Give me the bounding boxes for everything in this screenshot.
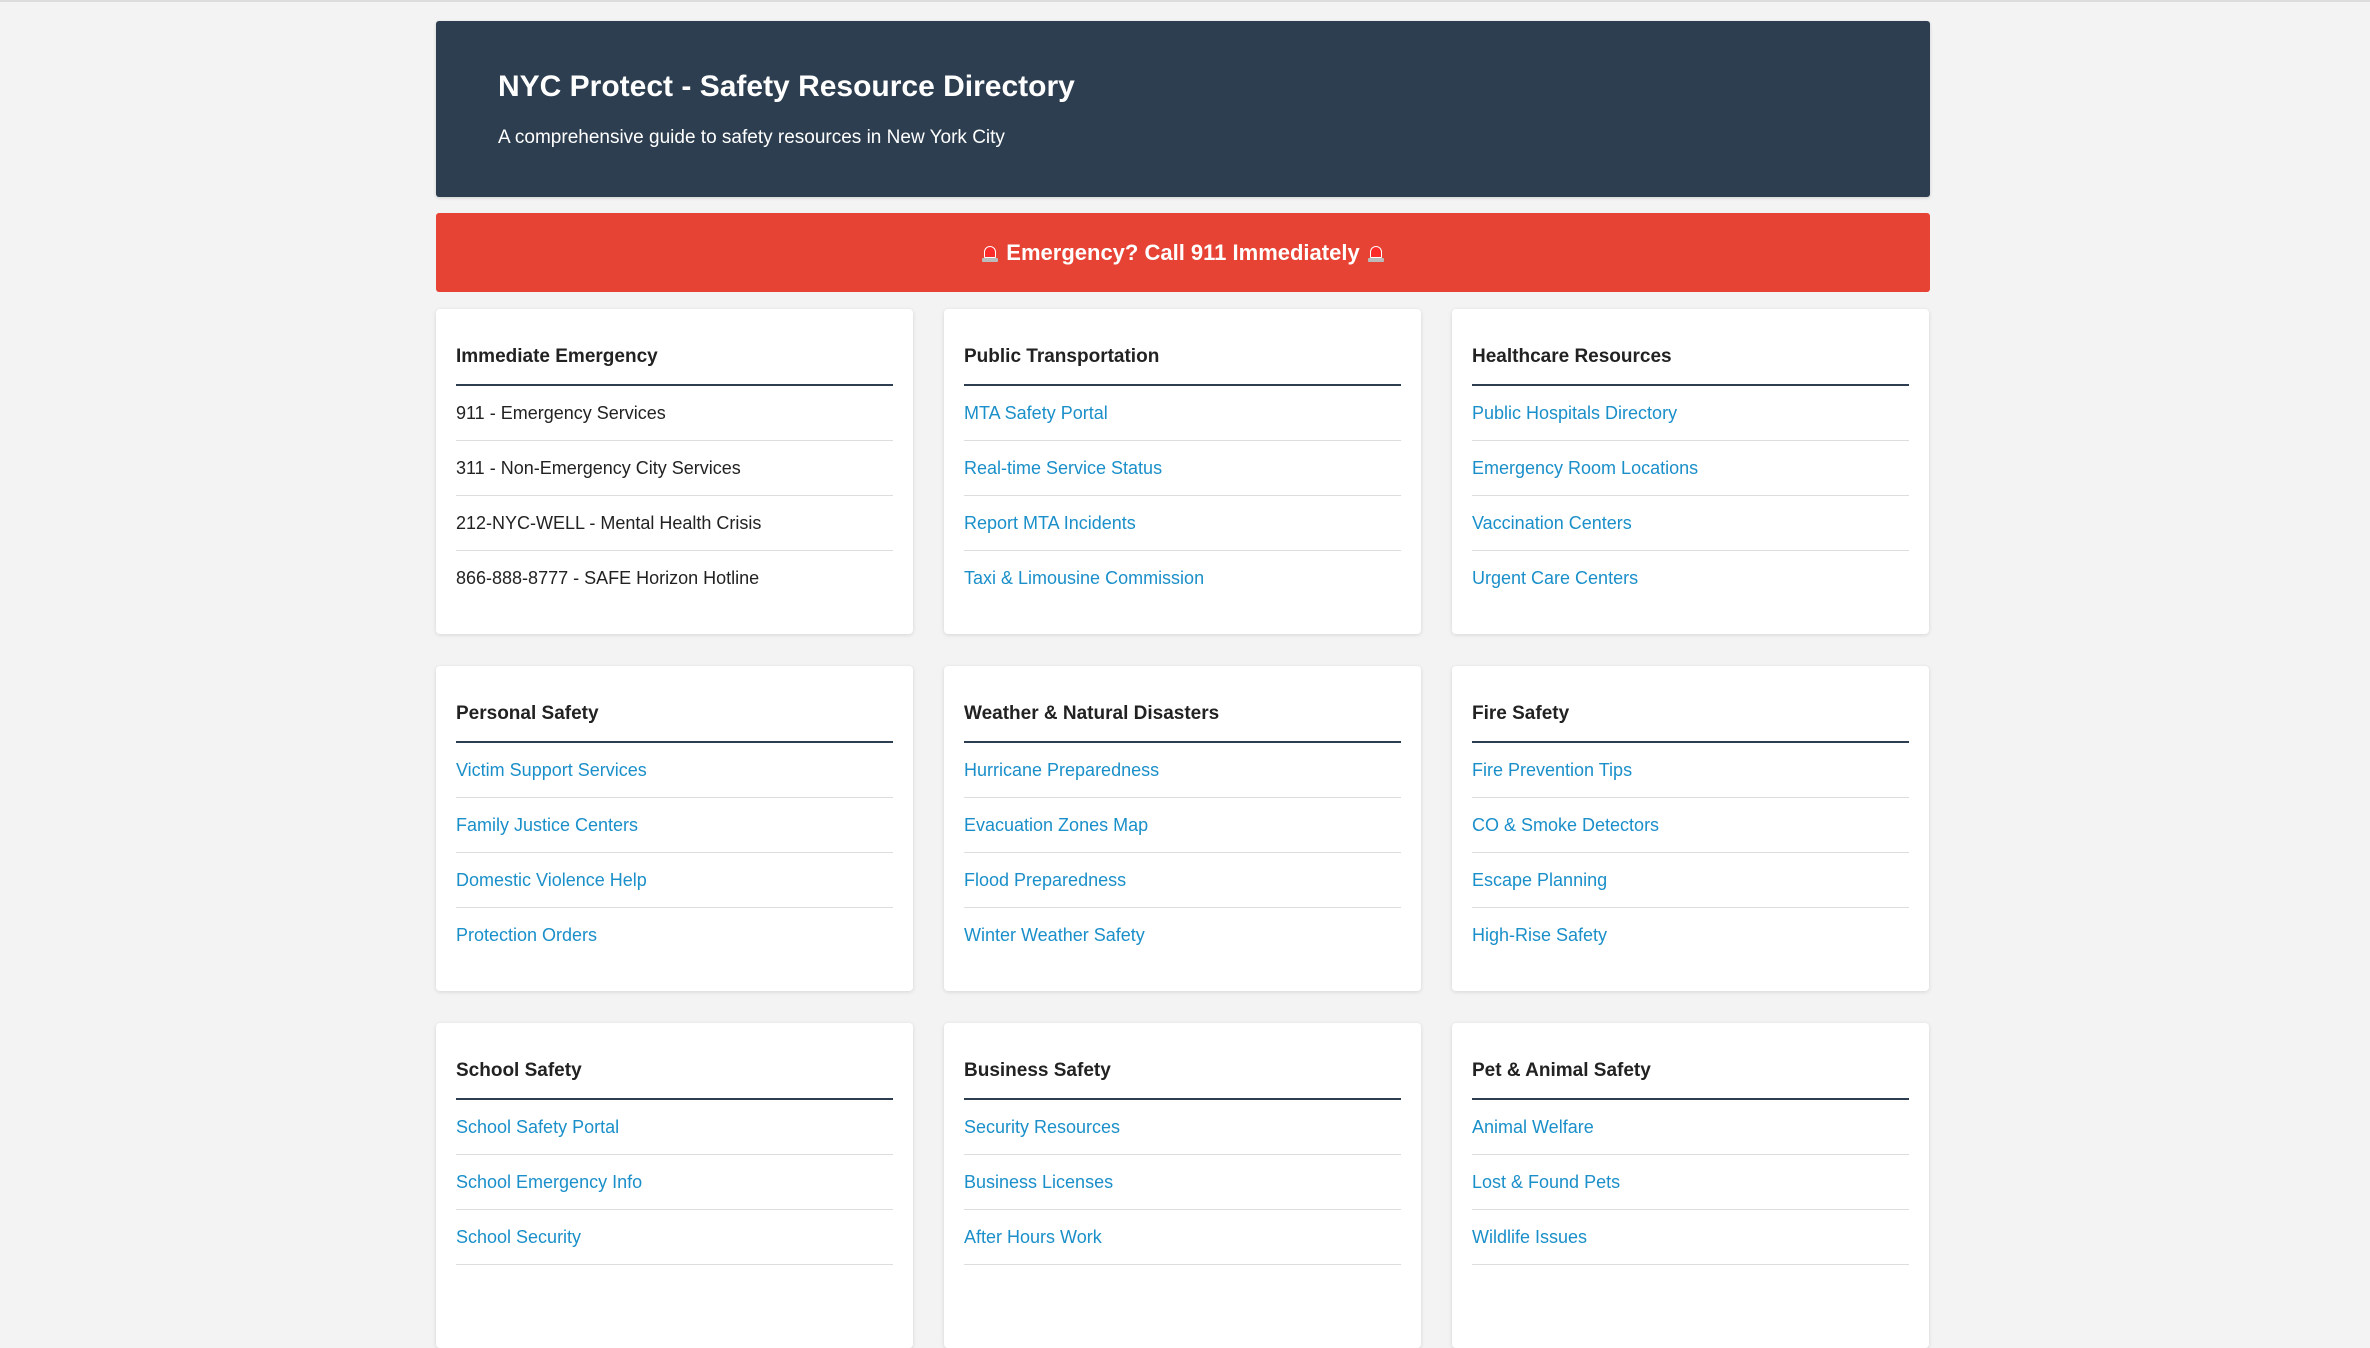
- resource-link[interactable]: Emergency Room Locations: [1472, 457, 1699, 478]
- resource-link[interactable]: Lost & Found Pets: [1472, 1171, 1621, 1192]
- list-item: [456, 551, 893, 606]
- resource-link[interactable]: Taxi & Limousine Commission: [964, 568, 1205, 588]
- list-item: [456, 441, 893, 496]
- card-business-safety: [944, 1023, 1421, 1348]
- resource-link[interactable]: Domestic Violence Help: [456, 869, 647, 890]
- hotline-text: 311 - Non-Emergency City Services: [456, 457, 741, 478]
- resource-grid: [436, 309, 1930, 1348]
- resource-link[interactable]: CO & Smoke Detectors: [1472, 814, 1660, 835]
- list-item: [1472, 908, 1909, 963]
- resource-link[interactable]: Flood Preparedness: [964, 869, 1127, 890]
- resource-list: [1472, 743, 1909, 963]
- card-title: Public Transportation: [964, 344, 1401, 386]
- list-item: [1472, 853, 1909, 908]
- list-item: [964, 743, 1401, 798]
- resource-link[interactable]: Family Justice Centers: [456, 814, 639, 835]
- card-public-transportation: [944, 309, 1421, 634]
- list-item: [964, 496, 1401, 551]
- list-item: [964, 441, 1401, 496]
- resource-list: [964, 743, 1401, 963]
- resource-list: [456, 743, 893, 963]
- card-title: Healthcare Resources: [1472, 344, 1909, 386]
- resource-link[interactable]: Business Licenses: [964, 1171, 1114, 1192]
- list-item: [964, 853, 1401, 908]
- siren-icon: [1368, 243, 1384, 263]
- list-item: [456, 496, 893, 551]
- resource-link[interactable]: Urgent Care Centers: [1472, 568, 1639, 588]
- hotline-text: 866-888-8777 - SAFE Horizon Hotline: [456, 568, 760, 588]
- resource-link[interactable]: Report MTA Incidents: [964, 512, 1136, 533]
- resource-link[interactable]: Protection Orders: [456, 925, 598, 945]
- resource-list: [964, 1100, 1401, 1265]
- resource-link[interactable]: Fire Prevention Tips: [1472, 759, 1633, 780]
- resource-list: [1472, 386, 1909, 606]
- list-item: [456, 853, 893, 908]
- list-item: [964, 908, 1401, 963]
- resource-link[interactable]: Victim Support Services: [456, 759, 647, 780]
- list-item: [456, 1210, 893, 1265]
- resource-link[interactable]: School Safety Portal: [456, 1116, 620, 1137]
- resource-link[interactable]: Wildlife Issues: [1472, 1226, 1588, 1247]
- resource-link[interactable]: Real-time Service Status: [964, 457, 1163, 478]
- page-subtitle: A comprehensive guide to safety resources in New York City: [498, 127, 1005, 148]
- list-item: [964, 1155, 1401, 1210]
- siren-icon: [982, 243, 998, 263]
- card-title: Pet & Animal Safety: [1472, 1058, 1909, 1100]
- resource-link[interactable]: Animal Welfare: [1472, 1116, 1594, 1137]
- card-title: Weather & Natural Disasters: [964, 701, 1401, 743]
- card-personal-safety: [436, 666, 913, 991]
- resource-list: [456, 386, 893, 606]
- resource-link[interactable]: After Hours Work: [964, 1226, 1102, 1247]
- resource-link[interactable]: Hurricane Preparedness: [964, 759, 1160, 780]
- resource-list: [1472, 1100, 1909, 1265]
- emergency-banner: [436, 213, 1930, 292]
- list-item: [1472, 798, 1909, 853]
- hotline-text: 212-NYC-WELL - Mental Health Crisis: [456, 512, 762, 533]
- site-header: [436, 21, 1930, 197]
- resource-link[interactable]: MTA Safety Portal: [964, 402, 1108, 423]
- card-title: Personal Safety: [456, 701, 893, 743]
- list-item: [1472, 551, 1909, 606]
- page-title: NYC Protect - Safety Resource Directory: [498, 70, 1075, 103]
- card-pet-animal-safety: [1452, 1023, 1929, 1348]
- resource-link[interactable]: Winter Weather Safety: [964, 925, 1145, 945]
- list-item: [456, 743, 893, 798]
- list-item: [964, 1210, 1401, 1265]
- list-item: [456, 1100, 893, 1155]
- list-item: [1472, 1210, 1909, 1265]
- list-item: [456, 1155, 893, 1210]
- list-item: [1472, 441, 1909, 496]
- card-title: School Safety: [456, 1058, 893, 1100]
- resource-link[interactable]: Public Hospitals Directory: [1472, 402, 1678, 423]
- list-item: [456, 386, 893, 441]
- resource-link[interactable]: School Security: [456, 1226, 582, 1247]
- card-title: Business Safety: [964, 1058, 1401, 1100]
- resource-link[interactable]: High-Rise Safety: [1472, 925, 1608, 945]
- list-item: [456, 798, 893, 853]
- card-title: Fire Safety: [1472, 701, 1909, 743]
- resource-link[interactable]: School Emergency Info: [456, 1171, 643, 1192]
- resource-link[interactable]: Security Resources: [964, 1116, 1121, 1137]
- resource-link[interactable]: Escape Planning: [1472, 869, 1608, 890]
- card-weather-natural-disasters: [944, 666, 1421, 991]
- card-healthcare-resources: [1452, 309, 1929, 634]
- top-border: [0, 0, 2370, 2]
- list-item: [1472, 1155, 1909, 1210]
- list-item: [964, 1100, 1401, 1155]
- list-item: [964, 798, 1401, 853]
- resource-link[interactable]: Evacuation Zones Map: [964, 814, 1149, 835]
- list-item: [1472, 386, 1909, 441]
- card-immediate-emergency: [436, 309, 913, 634]
- card-school-safety: [436, 1023, 913, 1348]
- card-fire-safety: [1452, 666, 1929, 991]
- resource-list: [964, 386, 1401, 606]
- list-item: [1472, 743, 1909, 798]
- resource-link[interactable]: Vaccination Centers: [1472, 512, 1632, 533]
- list-item: [964, 551, 1401, 606]
- list-item: [964, 386, 1401, 441]
- page-container: [436, 21, 1930, 1348]
- list-item: [456, 908, 893, 963]
- card-title: Immediate Emergency: [456, 344, 893, 386]
- list-item: [1472, 1100, 1909, 1155]
- resource-list: [456, 1100, 893, 1265]
- emergency-text: Emergency? Call 911 Immediately: [1006, 239, 1360, 265]
- list-item: [1472, 496, 1909, 551]
- hotline-text: 911 - Emergency Services: [456, 402, 666, 423]
